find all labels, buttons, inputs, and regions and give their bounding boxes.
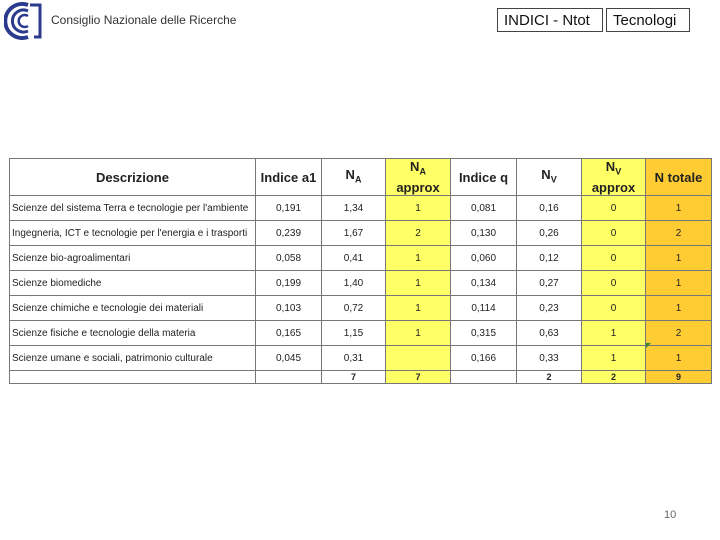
cell-na-approx: 1 <box>386 271 451 296</box>
table-row <box>10 271 712 296</box>
table-row <box>10 296 712 321</box>
cell-nv: 0,63 <box>517 321 582 346</box>
cell-indice-q: 0,114 <box>451 296 517 321</box>
header-nv-approx: $N_V$ approx <box>582 159 646 196</box>
cell-n-totale: 2 <box>646 321 712 346</box>
total-indice-q <box>451 371 517 384</box>
cell-indice-q: 0,060 <box>451 246 517 271</box>
table-row <box>10 321 712 346</box>
cell-na: 0,72 <box>322 296 386 321</box>
cell-na: 1,15 <box>322 321 386 346</box>
total-n-totale: 9 <box>646 371 712 384</box>
table-row <box>10 221 712 246</box>
cell-nv-approx: 0 <box>582 296 646 321</box>
header-na-approx: $N_A$ approx <box>386 159 451 196</box>
cell-descrizione: Scienze del sistema Terra e tecnologie per l'ambiente <box>10 196 256 221</box>
cell-nv: 0,27 <box>517 271 582 296</box>
cell-nv-approx: 0 <box>582 246 646 271</box>
table-row <box>10 246 712 271</box>
cell-n-totale: 1 <box>646 196 712 221</box>
slide-title-part1: INDICI - Ntot <box>497 8 603 32</box>
cell-descrizione: Scienze bio-agroalimentari <box>10 246 256 271</box>
cnr-logo <box>4 2 44 40</box>
slide-title-part2: Tecnologi <box>606 8 690 32</box>
cell-indice-a1: 0,103 <box>256 296 322 321</box>
cell-nv: 0,16 <box>517 196 582 221</box>
cell-na-approx: 1 <box>386 296 451 321</box>
cell-na-approx: 2 <box>386 221 451 246</box>
total-na: 7 <box>322 371 386 384</box>
cell-nv: 0,23 <box>517 296 582 321</box>
total-indice-a1 <box>256 371 322 384</box>
totals-row <box>10 371 712 384</box>
cell-nv: 0,26 <box>517 221 582 246</box>
cell-na: 0,31 <box>322 346 386 371</box>
page-number: 10 <box>664 509 677 521</box>
table-row <box>10 196 712 221</box>
total-nv: 2 <box>517 371 582 384</box>
cell-indice-q: 0,315 <box>451 321 517 346</box>
cell-n-totale: 1 <box>646 296 712 321</box>
cell-na: 1,67 <box>322 221 386 246</box>
cell-indice-a1: 0,239 <box>256 221 322 246</box>
cell-indice-q: 0,134 <box>451 271 517 296</box>
table-row <box>10 346 712 371</box>
org-name: Consiglio Nazionale delle Ricerche <box>51 13 237 27</box>
cell-na: 0,41 <box>322 246 386 271</box>
cell-nv-approx: 1 <box>582 321 646 346</box>
cell-indice-q: 0,130 <box>451 221 517 246</box>
cell-na: 1,34 <box>322 196 386 221</box>
cell-descrizione: Scienze umane e sociali, patrimonio culturale <box>10 346 256 371</box>
cell-descrizione: Scienze chimiche e tecnologie dei materiali <box>10 296 256 321</box>
cell-na: 1,40 <box>322 271 386 296</box>
cell-indice-a1: 0,058 <box>256 246 322 271</box>
cell-nv-approx: 1 <box>582 346 646 371</box>
header-n-totale: N totale <box>646 159 712 196</box>
indices-table <box>9 158 712 384</box>
header-indice-a1: Indice a1 <box>256 159 322 196</box>
cell-indice-a1: 0,199 <box>256 271 322 296</box>
cell-indice-q: 0,081 <box>451 196 517 221</box>
cell-nv: 0,12 <box>517 246 582 271</box>
cell-n-totale: 1 <box>646 246 712 271</box>
cell-na-approx <box>386 346 451 371</box>
cell-n-totale: 2 <box>646 221 712 246</box>
cell-indice-a1: 0,191 <box>256 196 322 221</box>
table-header-row <box>10 159 712 196</box>
header-nv: $N_V$ <box>517 159 582 196</box>
cell-na-approx: 1 <box>386 196 451 221</box>
cell-indice-q: 0,166 <box>451 346 517 371</box>
cell-nv-approx: 0 <box>582 221 646 246</box>
total-descrizione <box>10 371 256 384</box>
cell-nv-approx: 0 <box>582 271 646 296</box>
cell-n-totale: 1 <box>646 271 712 296</box>
cell-na-approx: 1 <box>386 246 451 271</box>
cell-descrizione: Ingegneria, ICT e tecnologie per l'energia e i trasporti <box>10 221 256 246</box>
cell-descrizione: Scienze biomediche <box>10 271 256 296</box>
cell-indice-a1: 0,165 <box>256 321 322 346</box>
header-na: $N_A$ <box>322 159 386 196</box>
header-descrizione: Descrizione <box>10 159 256 196</box>
cell-indice-a1: 0,045 <box>256 346 322 371</box>
cell-comment-marker <box>646 343 651 348</box>
cell-nv-approx: 0 <box>582 196 646 221</box>
cell-na-approx: 1 <box>386 321 451 346</box>
cell-nv: 0,33 <box>517 346 582 371</box>
total-na-approx: 7 <box>386 371 451 384</box>
header-indice-q: Indice q <box>451 159 517 196</box>
cell-descrizione: Scienze fisiche e tecnologie della materia <box>10 321 256 346</box>
cell-n-totale: 1 <box>646 346 712 371</box>
total-nv-approx: 2 <box>582 371 646 384</box>
